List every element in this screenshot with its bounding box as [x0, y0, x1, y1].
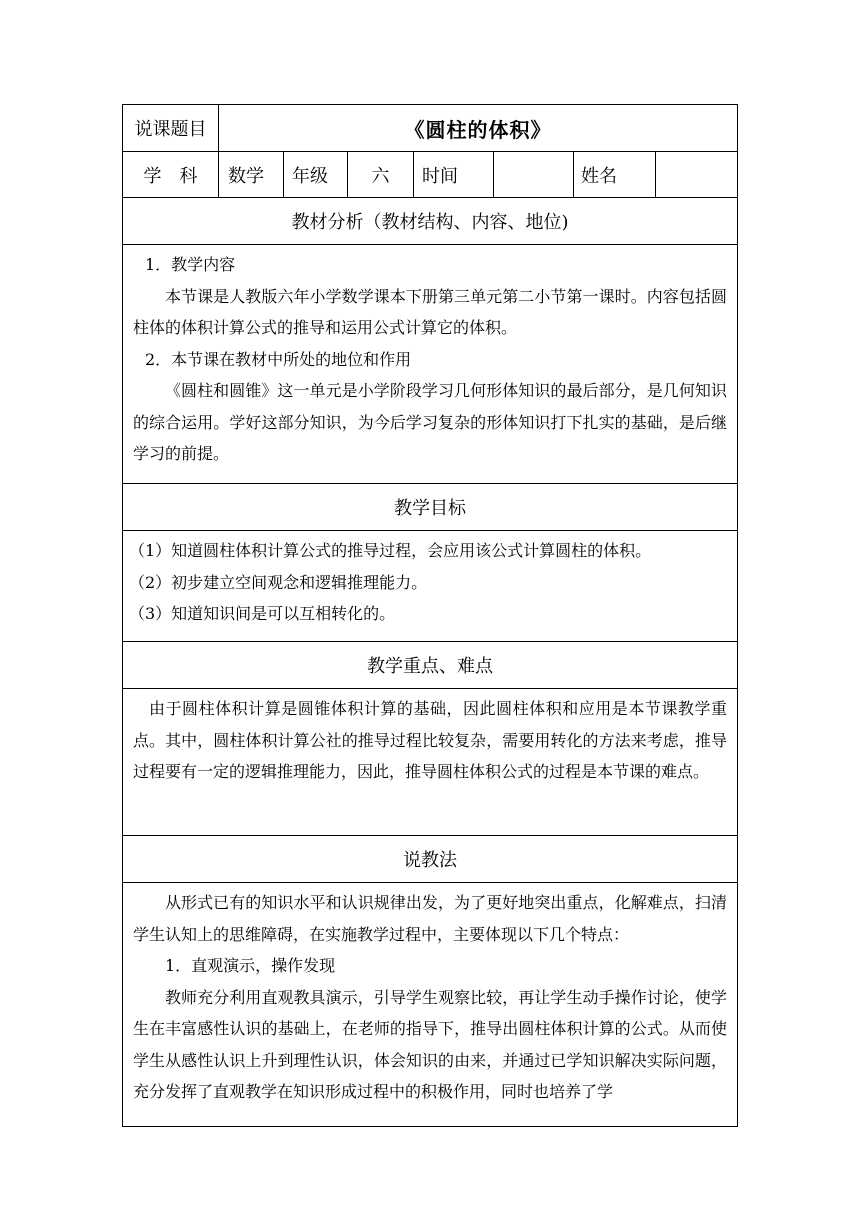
- keypoints-heading-row: [123, 642, 737, 689]
- keypoints-heading: 教学重点、难点: [367, 656, 493, 677]
- method-heading: 说教法: [403, 850, 457, 871]
- objectives-heading: 教学目标: [394, 498, 466, 519]
- method-text-2: 教师充分利用直观教具演示，引导学生观察比较，再让学生动手操作讨论，使学生在丰富感性认识的基础上，在老师的指导下，推导出圆柱体积计算的公式。从而使学生从感性认识上升到理性认识，体会知识的由来，并通过已学知识解决实际问题，充分发挥了直观教学在知识形成过程中的积极作用，同时也培养了学: [133, 987, 727, 1101]
- subject-label: 学 科: [123, 152, 219, 197]
- method-text-1: 从形式已有的知识水平和认识规律出发，为了更好地突出重点，化解难点，扫清学生认知上的思维障碍，在实施教学过程中，主要体现以下几个特点：: [133, 893, 727, 944]
- grade-label: 年级: [284, 152, 348, 197]
- analysis-heading-row: [123, 198, 737, 245]
- analysis-body-row: [123, 245, 737, 484]
- keypoints-body: [123, 689, 737, 835]
- time-label: 时间: [414, 152, 494, 197]
- objectives-body: [123, 531, 737, 641]
- method-heading-row: [123, 836, 737, 883]
- method-body-row: [123, 883, 737, 1126]
- objective-item: （2）初步建立空间观念和逻辑推理能力。: [129, 572, 428, 592]
- topic-label: 说课题目: [123, 105, 219, 151]
- method-item-1: 1．直观演示，操作发现: [165, 956, 336, 975]
- grade-value: 六: [348, 152, 414, 197]
- time-value: [494, 152, 574, 197]
- analysis-item-2: 2．本节课在教材中所处的地位和作用: [145, 349, 412, 369]
- name-value: [656, 152, 737, 197]
- keypoints-body-row: [123, 689, 737, 836]
- lesson-plan-table: [122, 104, 738, 1127]
- objective-item: （1）知道圆柱体积计算公式的推导过程，会应用该公式计算圆柱的体积。: [129, 541, 652, 560]
- subject-row: [123, 152, 737, 198]
- subject-value: 数学: [219, 152, 284, 197]
- keypoints-text: 由于圆柱体积计算是圆锥体积计算的基础，因此圆柱体积和应用是本节课教学重点。其中，圆柱体积计算公社的推导过程比较复杂，需要用转化的方法来考虑，推导过程要有一定的逻辑推理能力，因此，推导圆柱体积公式的过程是本节课的难点。: [133, 699, 727, 781]
- name-label: 姓名: [574, 152, 656, 197]
- objectives-heading-row: [123, 484, 737, 531]
- analysis-item-1: 1．教学内容: [145, 255, 236, 274]
- topic-row: [123, 105, 737, 152]
- analysis-heading: 教材分析（教材结构、内容、地位): [291, 212, 569, 233]
- analysis-text-2: 《圆柱和圆锥》这一单元是小学阶段学习几何形体知识的最后部分，是几何知识的综合运用。学好这部分知识，为今后学习复杂的形体知识打下扎实的基础，是后继学习的前提。: [133, 381, 727, 463]
- objective-item: （3）知道知识间是可以互相转化的。: [129, 604, 396, 623]
- analysis-body: [123, 245, 737, 483]
- topic-title: 《圆柱的体积》: [404, 117, 552, 142]
- analysis-text-1: 本节课是人教版六年小学数学课本下册第三单元第二小节第一课时。内容包括圆柱体的体积计算公式的推导和运用公式计算它的体积。: [133, 286, 727, 337]
- objectives-body-row: [123, 531, 737, 642]
- method-body: [123, 883, 737, 1126]
